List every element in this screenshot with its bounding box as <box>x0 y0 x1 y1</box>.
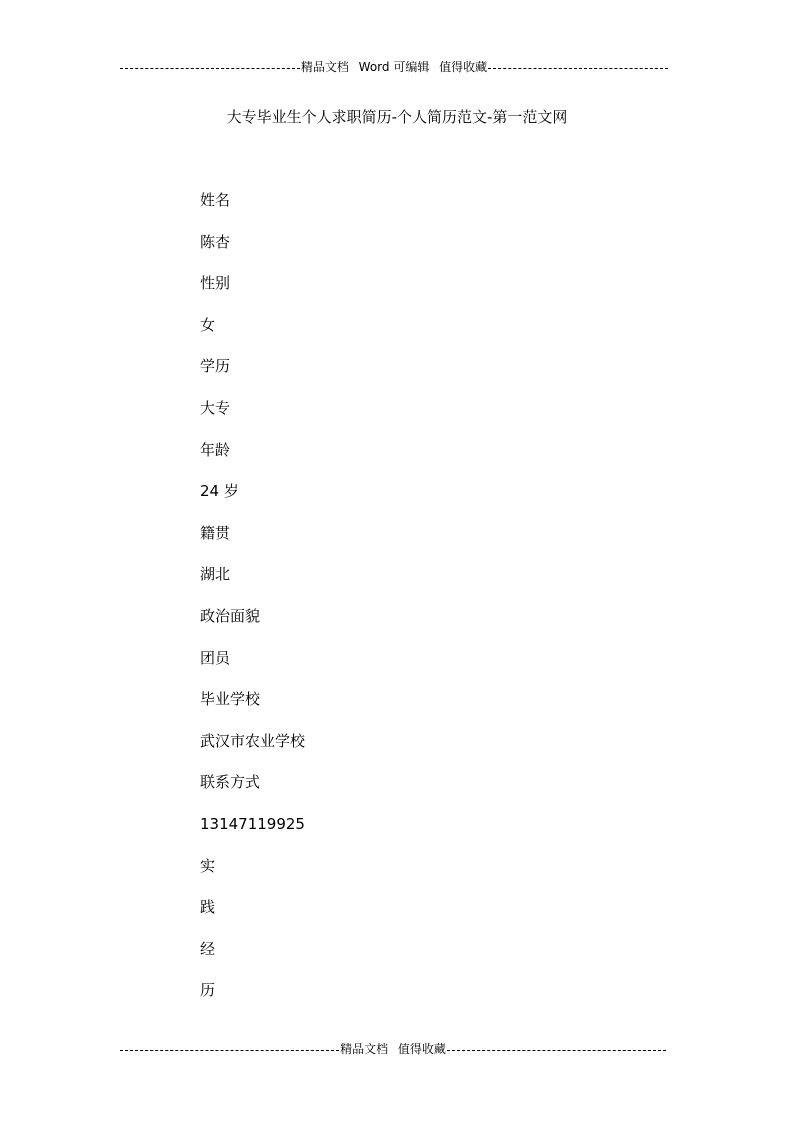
field-line: 政治面貌 <box>200 606 261 625</box>
footer-rule-left <box>120 1050 339 1051</box>
field-line: 大专 <box>200 398 231 417</box>
header-rule-left <box>120 68 300 69</box>
header-text <box>300 60 488 74</box>
header-label: 精品文档 <box>300 60 349 74</box>
footer-collect: 值得收藏 <box>397 1042 446 1056</box>
field-line: 女 <box>200 315 216 334</box>
field-line: 武汉市农业学校 <box>200 731 306 750</box>
field-line: 籍贯 <box>200 523 231 542</box>
field-line: 年龄 <box>200 440 231 459</box>
field-line: 践 <box>200 898 216 917</box>
field-line: 13147119925 <box>200 814 305 833</box>
field-line: 毕业学校 <box>200 690 261 709</box>
field-line: 姓名 <box>200 191 231 209</box>
page-header <box>120 60 668 74</box>
footer-rule-right <box>447 1050 666 1051</box>
field-line: 学历 <box>200 357 231 376</box>
footer-label: 精品文档 <box>340 1042 389 1056</box>
field-line: 实 <box>200 856 216 875</box>
document-title: 大专毕业生个人求职简历-个人简历范文-第一范文网 <box>226 108 568 126</box>
header-editable: Word 可编辑 <box>358 60 430 74</box>
field-line: 陈杏 <box>200 232 231 251</box>
page-footer <box>120 1042 666 1056</box>
field-line: 经 <box>200 939 216 958</box>
resume-field-list <box>200 190 305 1022</box>
field-line: 联系方式 <box>200 773 261 792</box>
header-collect: 值得收藏 <box>439 60 488 74</box>
header-rule-right <box>488 68 668 69</box>
footer-text <box>339 1042 447 1056</box>
field-line: 历 <box>200 981 216 1000</box>
field-line: 团员 <box>200 648 231 667</box>
field-line: 性别 <box>200 274 231 293</box>
field-line: 24 岁 <box>200 482 239 501</box>
field-line: 湖北 <box>200 565 231 584</box>
